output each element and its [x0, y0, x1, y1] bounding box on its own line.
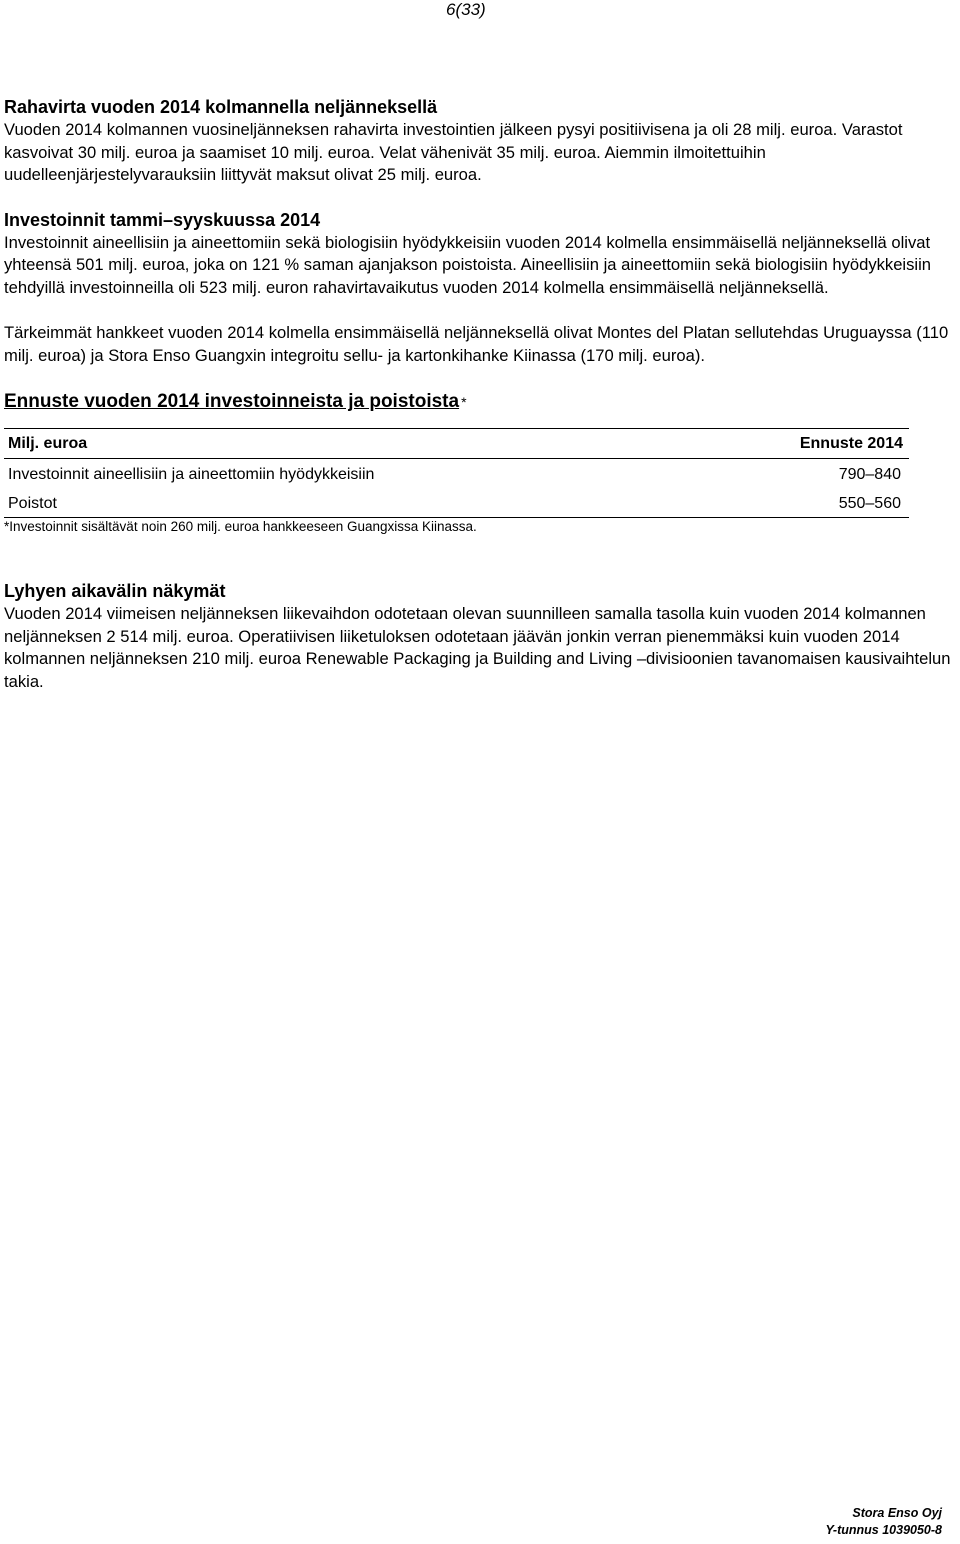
table-row — [4, 488, 909, 517]
table-header-forecast: Ennuste 2014 — [799, 435, 903, 452]
page-footer — [826, 1505, 942, 1539]
table-footnote: *Investoinnit sisältävät noin 260 milj. euroa hankkeeseen Guangxissa Kiinassa. — [4, 519, 477, 534]
page-number: 6(33) — [446, 0, 486, 19]
table-row — [4, 459, 909, 488]
cash-flow-heading: Rahavirta vuoden 2014 kolmannella neljänneksellä — [4, 97, 438, 117]
document-body — [4, 96, 958, 693]
table-row-label: Investoinnit aineellisiin ja aineettomiin hyödykkeisiin — [8, 466, 375, 483]
footer-business-id: Y-tunnus 1039050-8 — [825, 1523, 942, 1537]
forecast-heading-mark: * — [461, 394, 467, 410]
forecast-heading-text: Ennuste vuoden 2014 investoinneista ja poistoista — [4, 391, 460, 412]
main-projects-paragraph: Tärkeimmät hankkeet vuoden 2014 kolmella ensimmäisellä neljänneksellä olivat Montes del Platan sellutehdas Uruguayssa (110 milj. euroa) ja Stora Enso Guangxin integroitu sellu- ja kartonkihanke Kiinassa (170 milj. euroa). — [4, 323, 949, 365]
investments-heading: Investoinnit tammi–syyskuussa 2014 — [4, 209, 321, 230]
table-row-label: Poistot — [8, 495, 57, 512]
forecast-heading — [4, 390, 958, 414]
outlook-paragraph: Vuoden 2014 viimeisen neljänneksen liikevaihdon odotetaan olevan suunnilleen samalla tasolla kuin vuoden 2014 kolmannen neljänneksen 2 514 milj. euroa. Operatiivisen liiketuloksen odotetaan jäävän jonkin verran pienemmäksi kuin vuoden 2014 kolmannen neljänneksen 210 milj. euroa Renewable Packaging ja Building and Living –divisioonien tavanomaisen kausivaihtelun takia. — [4, 604, 951, 691]
table-row-value: 790–840 — [838, 466, 901, 483]
investments-paragraph: Investoinnit aineellisiin ja aineettomiin sekä biologisiin hyödykkeisiin vuoden 2014 kolmella ensimmäisellä neljänneksellä olivat yhteensä 501 milj. euroa, joka on 121 % saman ajanjakson poistoista. Aineellisiin ja aineettomiin sekä biologisiin hyödykkeisiin tehdyillä investoinneilla oli 523 milj. euron rahavirtavaikutus vuoden 2014 kolmella ensimmäisellä neljänneksellä. — [4, 232, 932, 297]
cash-flow-paragraph: Vuoden 2014 kolmannen vuosineljänneksen rahavirta investointien jälkeen pysyi positiivisena ja oli 28 milj. euroa. Varastot kasvoivat 30 milj. euroa ja saamiset 10 milj. euroa. Velat vähenivät 35 milj. euroa. Aiemmin ilmoitettuihin uudelleenjärjestelyvarauksiin liittyvät maksut olivat 25 milj. euroa. — [4, 120, 903, 184]
table-row-value: 550–560 — [838, 495, 901, 512]
table-header-row — [4, 429, 909, 458]
forecast-table — [4, 428, 909, 535]
outlook-heading: Lyhyen aikavälin näkymät — [4, 581, 226, 601]
footer-company: Stora Enso Oyj — [852, 1506, 942, 1520]
table-header-unit: Milj. euroa — [8, 435, 88, 452]
